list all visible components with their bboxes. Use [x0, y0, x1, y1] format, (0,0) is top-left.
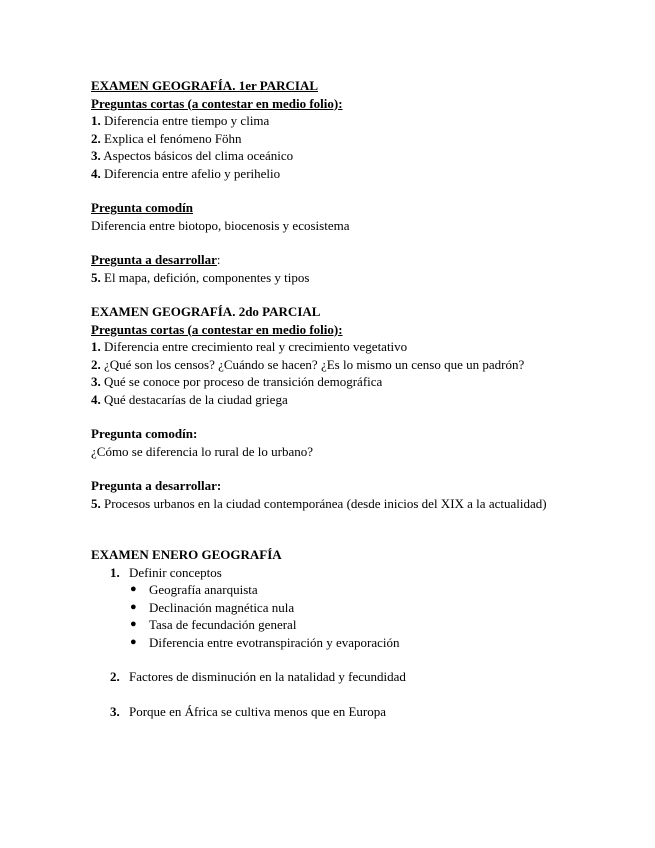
question-number: 3. — [91, 148, 101, 163]
question-text: El mapa, defición, componentes y tipos — [100, 269, 310, 285]
question-number: 5. — [91, 495, 101, 511]
exam2-wildcard-text: ¿Cómo se diferencia lo rural de lo urbano? — [91, 443, 313, 459]
exam3-question-list — [91, 564, 591, 721]
exam2-develop-question — [91, 495, 571, 513]
exam3-title: EXAMEN ENERO GEOGRAFÍA — [91, 547, 282, 562]
question-text: Procesos urbanos en la ciudad contemporánea (desde inicios del XIX a la actualidad) — [100, 495, 547, 511]
item-text: Porque en África se cultiva menos que en Europa — [129, 703, 387, 719]
exam1-title: EXAMEN GEOGRAFÍA. 1er PARCIAL — [91, 78, 319, 93]
exam1-develop-heading-line — [91, 251, 591, 269]
question-text: Diferencia entre afelio y perihelio — [100, 165, 281, 181]
question-number: 4. — [91, 391, 101, 407]
exam2-question-4 — [91, 391, 591, 409]
document-page — [91, 77, 591, 720]
exam1-wildcard-text: Diferencia entre biotopo, biocenosis y ecosistema — [91, 217, 350, 233]
exam1-question-1 — [91, 112, 591, 130]
item-number: 3. — [110, 703, 120, 719]
concepts-list — [129, 581, 591, 651]
item-number: 2. — [110, 669, 120, 684]
question-number: 3. — [91, 374, 101, 389]
concept-text: Geografía anarquista — [149, 582, 258, 597]
concept-item — [129, 581, 591, 599]
exam3-item-2 — [91, 668, 591, 686]
concept-text: Tasa de fecundación general — [149, 617, 297, 632]
exam3-item-1 — [91, 564, 591, 652]
question-text: Diferencia entre tiempo y clima — [100, 113, 270, 128]
exam2-short-heading: Preguntas cortas (a contestar en medio folio): — [91, 321, 343, 337]
concept-text: Diferencia entre evotranspiración y evaporación — [149, 634, 400, 650]
question-text: Explica el fenómeno Föhn — [100, 130, 242, 146]
question-text: Qué se conoce por proceso de transición demográfica — [100, 374, 383, 389]
exam1-wildcard-heading: Pregunta comodín — [91, 200, 193, 215]
question-number: 1. — [91, 339, 101, 354]
bullet-icon: ● — [130, 600, 137, 613]
concept-text: Declinación magnética nula — [149, 599, 295, 615]
exam2-question-1 — [91, 338, 591, 356]
bullet-icon: ● — [130, 618, 137, 630]
exam3-item-3 — [91, 703, 591, 721]
question-number: 5. — [91, 269, 101, 285]
exam2-question-2 — [91, 356, 591, 374]
bullet-icon: ● — [130, 583, 137, 595]
concept-item — [129, 599, 591, 617]
exam1-develop-question — [91, 269, 591, 287]
bullet-icon: ● — [130, 635, 137, 648]
item-number: 1. — [110, 564, 120, 580]
question-number: 4. — [91, 165, 101, 181]
concept-item — [129, 634, 591, 652]
exam1-question-2 — [91, 130, 591, 148]
question-number: 1. — [91, 113, 101, 128]
exam2-title: EXAMEN GEOGRAFÍA. 2do PARCIAL — [91, 304, 321, 319]
question-text: Aspectos básicos del clima oceánico — [100, 148, 294, 163]
question-number: 2. — [91, 130, 101, 146]
exam2-question-3 — [91, 373, 591, 391]
item-text: Factores de disminución en la natalidad y fecundidad — [129, 669, 406, 684]
question-number: 2. — [91, 356, 101, 372]
item-text: Definir conceptos — [129, 564, 222, 580]
exam1-question-4 — [91, 165, 591, 183]
question-text: Diferencia entre crecimiento real y crecimiento vegetativo — [100, 339, 408, 354]
exam1-question-3 — [91, 147, 591, 165]
exam1-short-heading: Preguntas cortas (a contestar en medio folio): — [91, 95, 343, 111]
question-text: ¿Qué son los censos? ¿Cuándo se hacen? ¿Es lo mismo un censo que un padrón? — [100, 356, 525, 372]
exam1-develop-heading: Pregunta a desarrollar — [91, 252, 217, 267]
exam2-wildcard-heading: Pregunta comodín: — [91, 426, 198, 441]
exam1-develop-colon: : — [216, 252, 221, 267]
concept-item — [129, 616, 591, 634]
question-text: Qué destacarías de la ciudad griega — [100, 391, 288, 407]
exam2-develop-heading: Pregunta a desarrollar: — [91, 478, 222, 493]
